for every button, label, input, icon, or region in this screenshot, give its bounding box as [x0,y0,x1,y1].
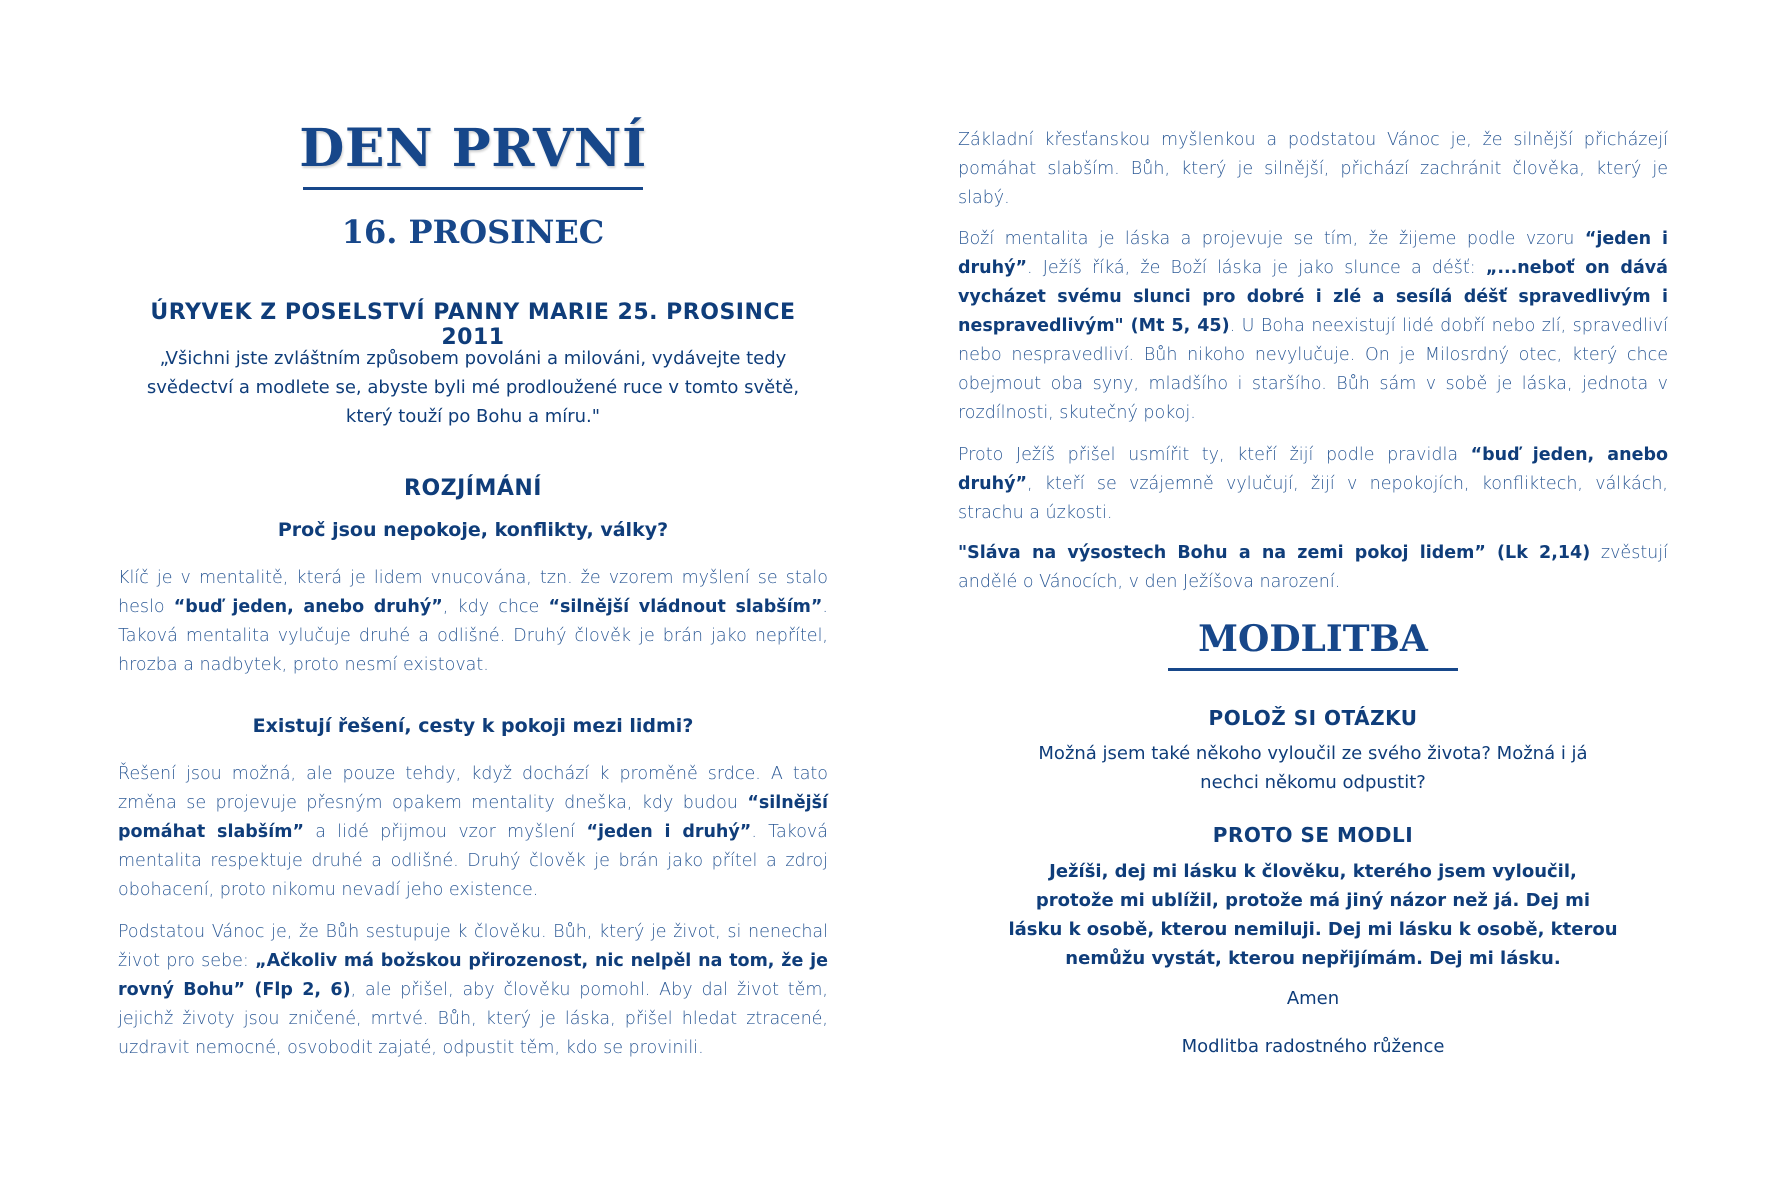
text-run: . Taková mentalita respektuje druhé a odlišné. Druhý člověk je brán jako přítel a zdroj obohacení, proto nikomu nevadí jeho existence. [118,822,828,900]
right-paragraph-4 [958,539,1668,597]
text-run: Proto Ježíš přišel usmířit ty, kteří žijí podle pravidla [958,445,1471,465]
text-run: Klíč je v mentalitě, která je lidem vnucována, tzn. že vzorem myšlení se stalo heslo [118,568,828,617]
paragraph-1 [118,564,828,680]
text-run: , kteří se vzájemně vylučují, žijí v nepokojích, konfliktech, válkách, strachu a úzkosti. [958,474,1668,523]
excerpt-heading: ÚRYVEK Z POSELSTVÍ PANNY MARIE 25. PROSINCE 2011 [150,300,796,350]
page-title: DEN PRVNÍ [299,118,647,179]
paragraph-3 [118,918,828,1063]
emphasis-text: “silnější vládnout slabším” [548,597,823,617]
emphasis-text: “silnější pomáhat slabším” [118,793,828,842]
right-paragraph-1 [958,126,1668,213]
question-heading-2: Existují řešení, cesty k pokoji mezi lidmi? [252,715,694,737]
text-run: . Taková mentalita vylučuje druhé a odlišné. Druhý člověk je brán jako nepřítel, hrozba a nadbytek, proto nesmí existovat. [118,597,828,675]
text-run: Podstatou Vánoc je, že Bůh sestupuje k člověku. Bůh, který je život, si nenechal život pro sebe: [118,922,828,971]
text-run: , kdy chce [442,597,549,617]
text-run: Řešení jsou možná, ale pouze tehdy, když dochází k proměně srdce. A tato změna se projevuje přesným opakem mentality dneška, kdy budou [118,764,828,813]
date-subtitle: 16. PROSINEC [341,213,605,251]
prayer-title-underline [1168,668,1458,671]
title-underline [303,187,643,190]
text-run: Základní křesťanskou myšlenkou a podstatou Vánoc je, že silnější přicházejí pomáhat slabším. Bůh, který je silnější, přichází zachránit člověka, který je slabý. [958,130,1668,208]
meditation-heading: ROZJÍMÁNÍ [404,476,542,501]
footer-note: Modlitba radostného růžence [1181,1036,1445,1057]
text-run: a lidé přijmou vzor myšlení [303,822,587,842]
emphasis-text: “jeden i druhý” [586,822,752,842]
paragraph-2 [118,760,828,905]
text-run: , ale přišel, aby člověku pomohl. Aby dal život těm, jejichž životy jsou zničené, mrtvé. Bůh, který je láska, přišel hledat ztracené, uzdravit nemocné, osvobodit zajaté, odpustit těm, kdo se provinili. [118,980,828,1058]
emphasis-text: “buď jeden, anebo druhý” [173,597,443,617]
emphasis-text: “buď jeden, anebo druhý” [958,445,1668,494]
emphasis-text: „Ačkoliv má božskou přirozenost, nic nelpěl na tom, že je rovný Bohu” (Flp 2, 6) [118,951,828,1000]
ask-heading: POLOŽ SI OTÁZKU [1208,706,1418,730]
right-paragraph-2 [958,225,1668,428]
text-run: zvěstují andělé o Vánocích, v den Ježíšova narození. [958,543,1668,592]
prayer-title: MODLITBA [1198,618,1428,660]
prayer-text: Ježíši, dej mi lásku k člověku, kterého jsem vyloučil, protože mi ublížil, protože má jiný názor než já. Dej mi lásku k osobě, kterou nemiluji. Dej mi lásku k osobě, kterou nemůžu vystát, kterou nepřijímám. Dej mi lásku. [1008,861,1618,969]
emphasis-text: “jeden i druhý” [958,229,1668,278]
ask-text: Možná jsem také někoho vyloučil ze svého života? Možná i já nechci někomu odpustit? [1038,743,1588,793]
text-run: . U Boha neexistují lidé dobří nebo zlí, spravedliví nebo nespravedliví. Bůh nikoho nevylučuje. On je Milosrdný otec, který chce obejmout oba syny, mladšího i staršího. Bůh sám v sobě je láska, jednota v rozdílnosti, skutečný pokoj. [958,316,1668,423]
question-heading-1: Proč jsou nepokoje, konflikty, války? [277,519,669,541]
text-run: Boží mentalita je láska a projevuje se tím, že žijeme podle vzoru [958,229,1585,249]
text-run: . Ježíš říká, že Boží láska je jako slunce a déšť: [1026,258,1486,278]
emphasis-text: "Sláva na výsostech Bohu a na zemi pokoj lidem” (Lk 2,14) [958,543,1591,563]
emphasis-text: „...neboť on dává vycházet svému slunci pro dobré i zlé a sesílá déšť spravedlivým i nespravedlivým" (Mt 5, 45) [958,258,1668,336]
pray-heading: PROTO SE MODLI [1212,823,1414,847]
amen-text: Amen [1286,988,1340,1009]
right-paragraph-3 [958,441,1668,528]
message-quote: „Všichni jste zvláštním způsobem povoláni a milováni, vydávejte tedy svědectví a modlete se, abyste byli mé prodloužené ruce v tomto světě, který touží po Bohu a míru." [146,348,800,427]
